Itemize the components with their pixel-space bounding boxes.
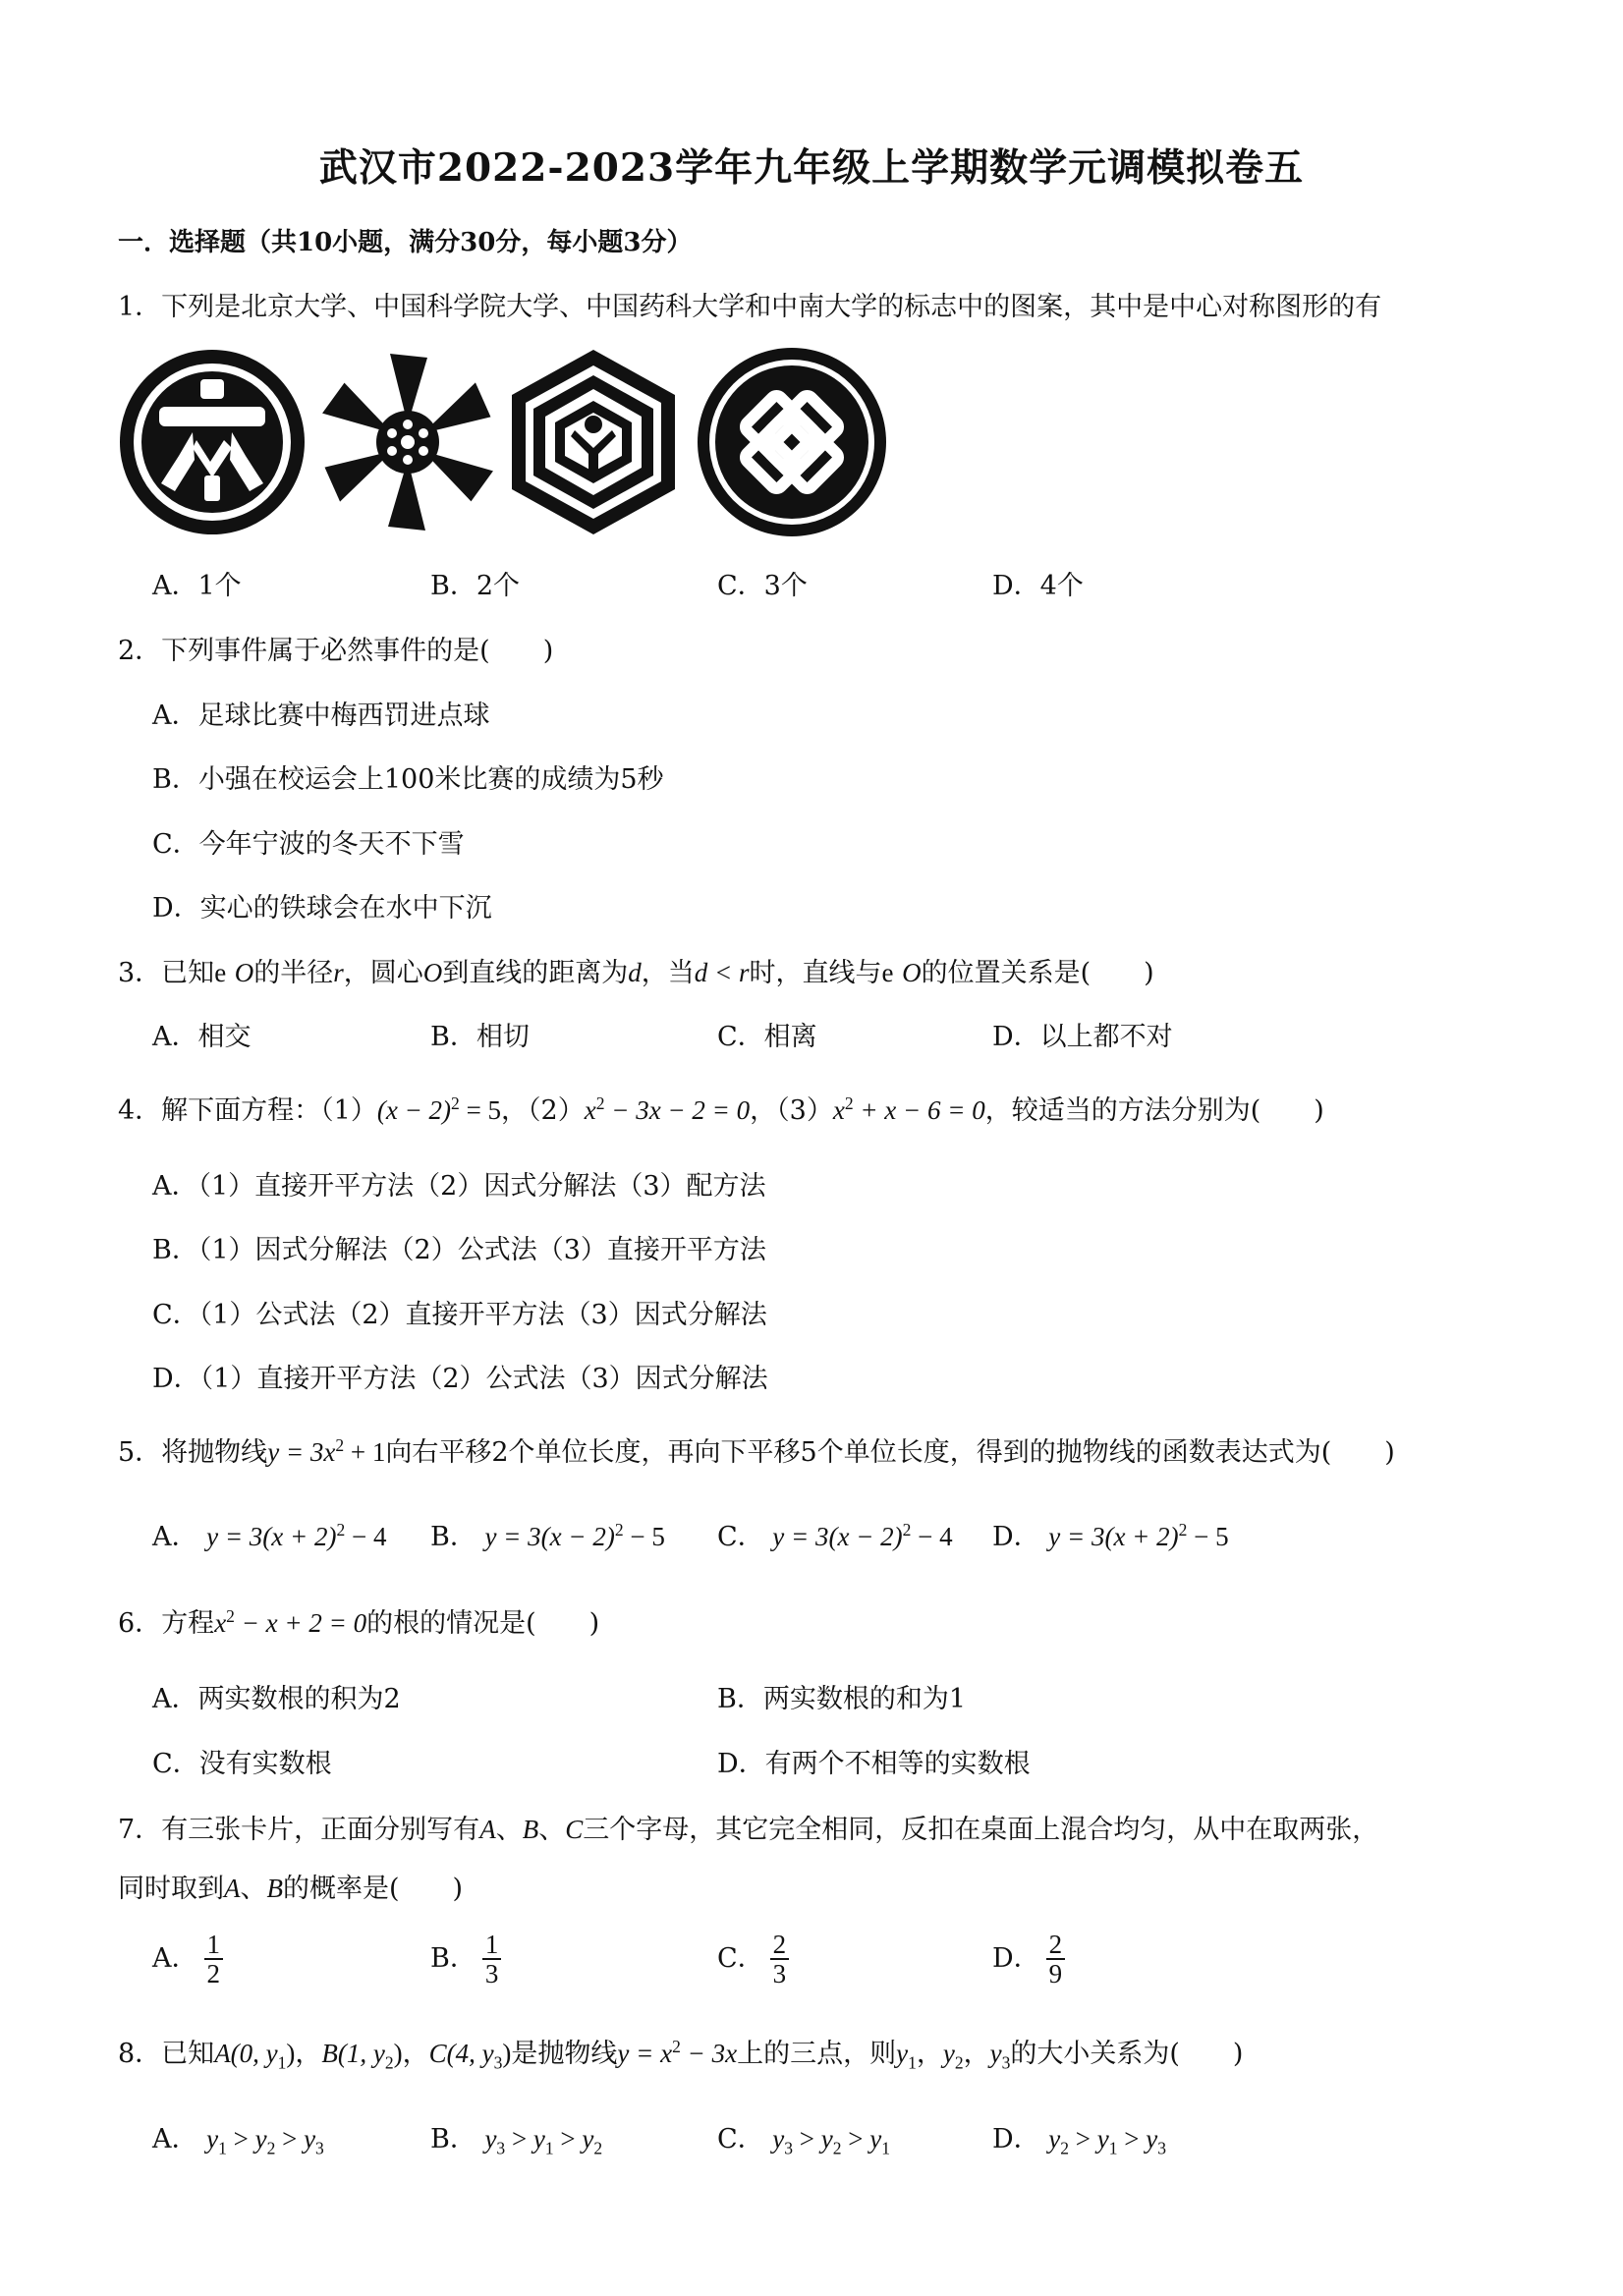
q4-option-c: C．（1）公式法（2）直接开平方法（3）因式分解法 [152, 1300, 767, 1330]
q6-option-a: A．两实数根的积为2 [152, 1684, 401, 1714]
q7-option-c: C． $\frac{2}{3}$ [717, 1931, 789, 1988]
q4-option-b: B．（1）因式分解法（2）公式法（3）直接开平方法 [152, 1235, 766, 1265]
q3-option-d: D．以上都不对 [992, 1022, 1173, 1052]
q5-option-a: A． $y = 3(x + 2)^2 - 4$ [152, 1520, 387, 1552]
q5-option-d: D． $y = 3(x + 2)^2 - 5$ [992, 1520, 1229, 1552]
q1-option-a: A．1个 [152, 571, 242, 601]
q3-option-a: A．相交 [152, 1022, 252, 1052]
q1-option-b: B．2个 [430, 571, 521, 601]
q5-option-c: C． $y = 3(x - 2)^2 - 4$ [717, 1520, 953, 1552]
page-title: 武汉市2022-2023学年九年级上学期数学元调模拟卷五 [318, 145, 1305, 191]
peking-university-logo [116, 346, 308, 538]
question-8: 8．已知A(0, $y_1$)，B(1, $y_2$)，C(4, $y_3$)是抛物线$y = x^2 - 3x$上的三点，则$y_1$，$y_2$，$y_3$的大小关系为( ) [118, 2037, 1244, 2073]
q7-option-b: B． $\frac{1}{3}$ [430, 1931, 501, 1988]
question-2: 2．下列事件属于必然事件的是( ) [118, 636, 554, 666]
q7-option-d: D． $\frac{2}{9}$ [992, 1931, 1065, 1988]
q2-option-b: B．小强在校运会上100米比赛的成绩为5秒 [152, 764, 664, 795]
ucas-logo [319, 346, 496, 538]
q1-option-c: C．3个 [717, 571, 808, 601]
q8-option-b: B． $y_3 > y_1 > y_2$ [430, 2124, 603, 2158]
question-1: 1．下列是北京大学、中国科学院大学、中国药科大学和中南大学的标志中的图案，其中是中心对称图形的有 [118, 292, 1382, 322]
q6-option-c: C．没有实数根 [152, 1749, 332, 1779]
cpu-logo [506, 346, 681, 538]
circle-symbol: e [214, 958, 227, 987]
q8-option-a: A． $y_1 > y_2 > y_3$ [152, 2124, 324, 2158]
fraction: $\frac{1}{2}$ [204, 1931, 224, 1988]
circle-symbol: e [881, 958, 894, 987]
q3-option-c: C．相离 [717, 1022, 817, 1052]
section-heading: 一．选择题（共10小题，满分30分，每小题3分） [118, 228, 693, 257]
q1-option-d: D．4个 [992, 571, 1084, 601]
q4-option-d: D．（1）直接开平方法（2）公式法（3）因式分解法 [152, 1364, 768, 1394]
question-4: 4．解下面方程：$(1)(x - 2)^2 = 5$，$(2)x^2 - 3x - 2 = 0$，$(3)x^2 + x - 6 = 0$，较适当的方法分别为( ) [118, 1093, 1324, 1126]
question-5: 5．将抛物线$y = 3x^2 + 1$向右平移2个单位长度，再向下平移5个单位长度，得到的抛物线的函数表达式为( ) [118, 1435, 1395, 1468]
q5-option-b: B． $y = 3(x - 2)^2 - 5$ [430, 1520, 665, 1552]
question-3: 3．已知e O的半径r，圆心O到直线的距离为d，当d < r时，直线与e O的位置关系是( ) [118, 958, 1154, 988]
q2-option-c: C．今年宁波的冬天不下雪 [152, 829, 465, 860]
q6-option-d: D．有两个不相等的实数根 [717, 1749, 1031, 1779]
question-7-line-2: 同时取到A、B的概率是( ) [118, 1874, 464, 1904]
q6-option-b: B．两实数根的和为1 [717, 1684, 967, 1714]
fraction: $\frac{2}{9}$ [1046, 1931, 1066, 1988]
csu-logo [696, 346, 888, 538]
q2-option-a: A．足球比赛中梅西罚进点球 [152, 700, 490, 731]
fraction: $\frac{2}{3}$ [770, 1931, 790, 1988]
q7-option-a: A． $\frac{1}{2}$ [152, 1931, 223, 1988]
question-7: 7．有三张卡片，正面分别写有A、B、C三个字母，其它完全相同，反扣在桌面上混合均匀，从中在取两张， [118, 1815, 1379, 1845]
q8-option-c: C． $y_3 > y_2 > y_1$ [717, 2124, 890, 2158]
q3-option-b: B．相切 [430, 1022, 530, 1052]
q8-option-d: D． $y_2 > y_1 > y_3$ [992, 2124, 1166, 2158]
q4-option-a: A．（1）直接开平方法（2）因式分解法（3）配方法 [152, 1171, 766, 1202]
q2-option-d: D．实心的铁球会在水中下沉 [152, 893, 492, 924]
fraction: $\frac{1}{3}$ [482, 1931, 502, 1988]
question-6: 6．方程$x^2 - x + 2 = 0$的根的情况是( ) [118, 1606, 600, 1639]
